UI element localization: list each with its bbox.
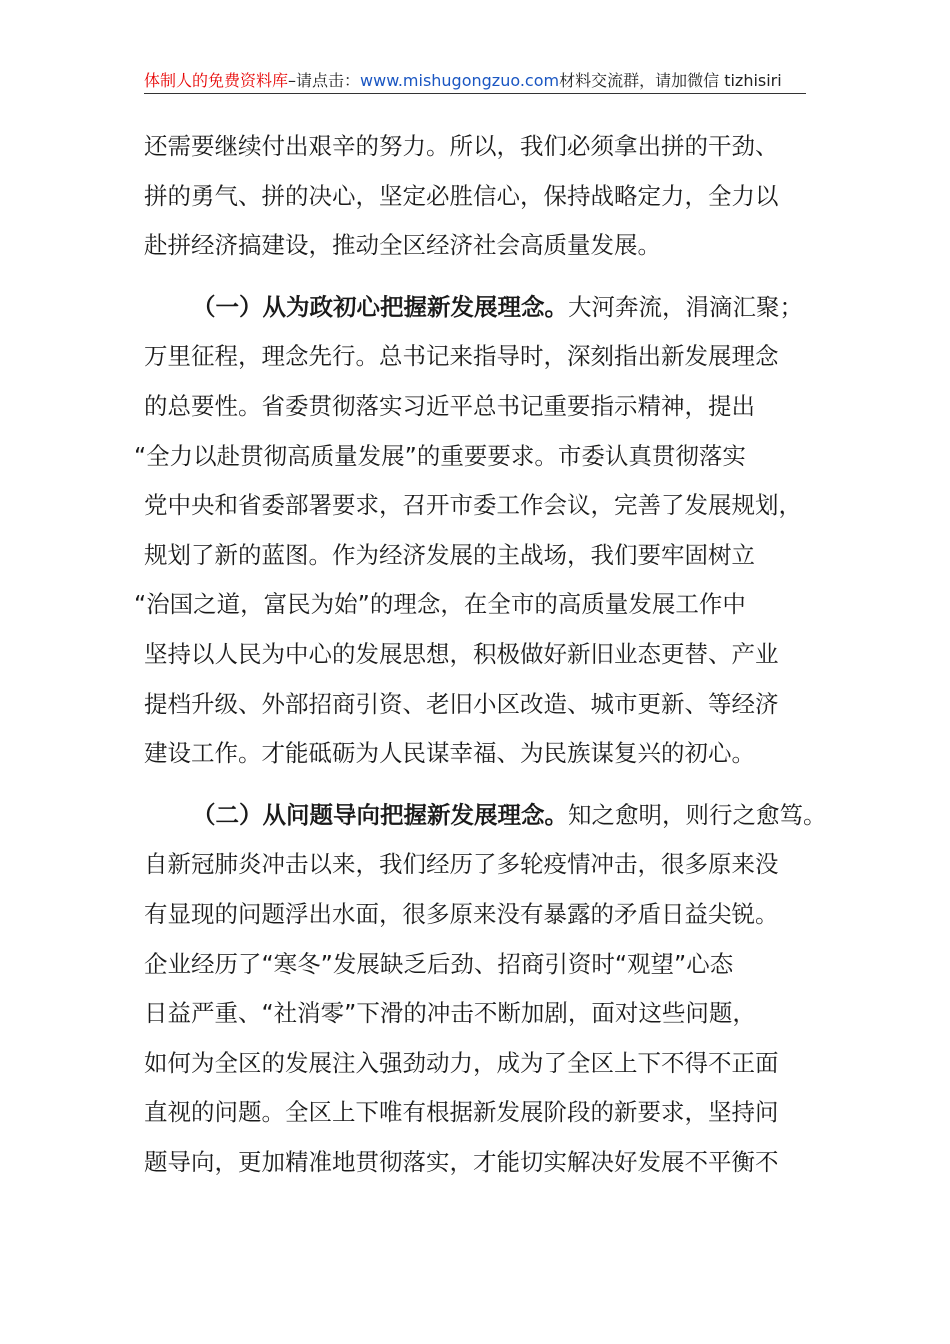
- page-header: [144, 70, 806, 92]
- wechat-note: 材料交流群，请加微信 tizhisiri: [559, 71, 782, 90]
- text-line: 赴拼经济搞建设，推动全区经济社会高质量发展。: [144, 231, 661, 260]
- section-heading-1: （一）从为政初心把握新发展理念。: [192, 292, 568, 321]
- text-line: 自新冠肺炎冲击以来，我们经历了多轮疫情冲击，很多原来没: [144, 850, 779, 879]
- section-heading-2: （二）从问题导向把握新发展理念。: [192, 800, 568, 829]
- text-line: 规划了新的蓝图。作为经济发展的主战场，我们要牢固树立: [144, 540, 755, 569]
- header-divider: [144, 93, 806, 94]
- site-link[interactable]: www.mishugongzuo.com: [360, 71, 560, 90]
- text-line: 拼的勇气、拼的决心，坚定必胜信心，保持战略定力，全力以: [144, 181, 779, 210]
- text-line: 题导向，更加精准地贯彻落实，才能切实解决好发展不平衡不: [144, 1147, 779, 1176]
- text-line: 日益严重、“社消零”下滑的冲击不断加剧，面对这些问题，: [144, 999, 756, 1028]
- text-line: 企业经历了“寒冬”发展缺乏后劲、招商引资时“观望”心态: [144, 949, 734, 978]
- text-line: 坚持以人民为中心的发展思想，积极做好新旧业态更替、产业: [144, 639, 779, 668]
- click-prompt: –请点击：: [288, 71, 361, 90]
- text-line: 万里征程，理念先行。总书记来指导时，深刻指出新发展理念: [144, 342, 779, 371]
- text-line: 还需要继续付出艰辛的努力。所以，我们必须拿出拼的干劲、: [144, 132, 779, 160]
- text-line: [144, 791, 827, 841]
- text-line: [144, 283, 824, 333]
- text-line: 党中央和省委部署要求，召开市委工作会议，完善了发展规划，: [144, 491, 802, 520]
- paragraph-3: [144, 791, 827, 1188]
- paragraph-2: [134, 283, 824, 779]
- paragraph-1: [144, 122, 824, 271]
- text-line: 有显现的问题浮出水面，很多原来没有暴露的矛盾日益尖锐。: [144, 899, 779, 928]
- text-line: 的总要性。省委贯彻落实习近平总书记重要指示精神，提出: [144, 391, 755, 420]
- text-line: “治国之道，富民为始”的理念，在全市的高质量发展工作中: [134, 590, 746, 619]
- text-line: “全力以赴贯彻高质量发展”的重要要求。市委认真贯彻落实: [134, 441, 746, 470]
- text-line: 建设工作。才能砥砺为人民谋幸福、为民族谋复兴的初心。: [144, 739, 755, 768]
- heading-line-rest: 知之愈明，则行之愈笃。: [568, 800, 827, 829]
- text-line: 如何为全区的发展注入强劲动力，成为了全区上下不得不正面: [144, 1048, 779, 1077]
- text-line: 直视的问题。全区上下唯有根据新发展阶段的新要求，坚持问: [144, 1098, 779, 1127]
- heading-line-rest: 大河奔流，涓滴汇聚；: [568, 292, 803, 321]
- text-line: 提档升级、外部招商引资、老旧小区改造、城市更新、等经济: [144, 689, 779, 718]
- site-name: 体制人的免费资料库: [144, 71, 289, 90]
- document-body: [134, 122, 827, 1187]
